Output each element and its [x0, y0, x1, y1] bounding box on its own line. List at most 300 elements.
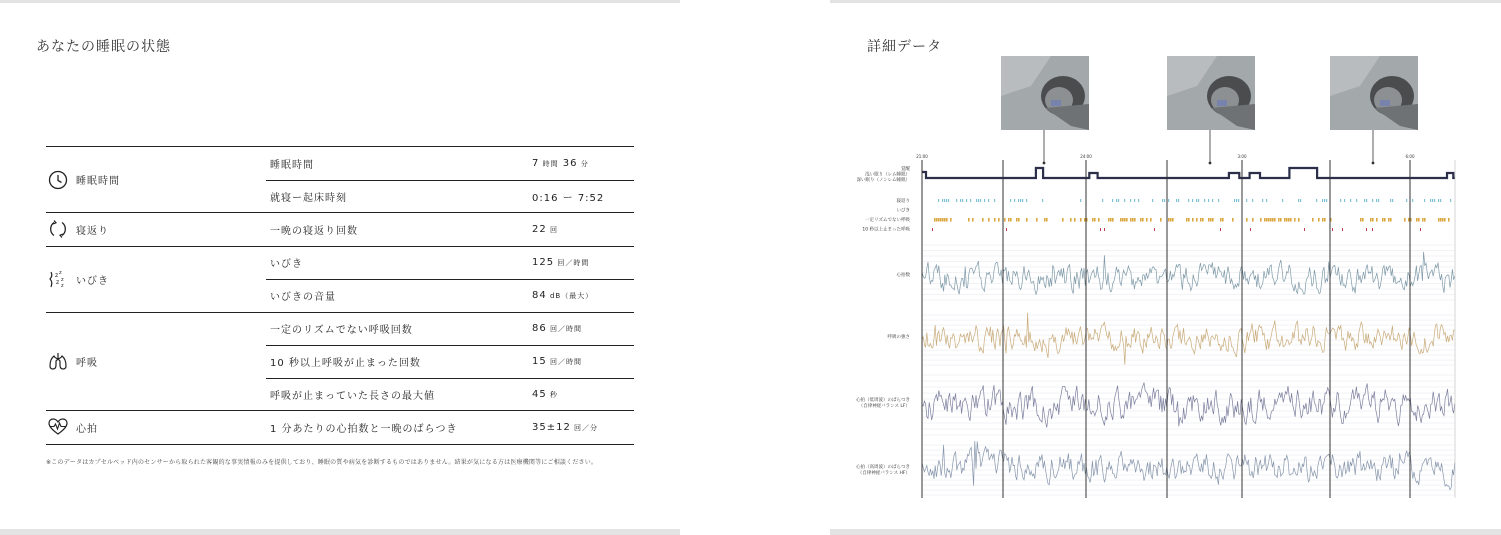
row-value: [532, 158, 589, 169]
irregular-breath-mark: [1298, 218, 1300, 222]
page-bottom-edge-left: [0, 529, 680, 535]
value-unit: 回／分: [570, 423, 599, 432]
irregular-breath-mark: [1288, 218, 1290, 222]
irregular-breath-mark: [1440, 218, 1442, 222]
apnea-mark: [1250, 228, 1251, 231]
hf-variability-label: （自律神経バランス HF）: [857, 471, 910, 476]
irregular-breath-mark: [1376, 218, 1378, 222]
page-bottom-edge-right: [830, 529, 1501, 535]
irregular-breath-mark: [1422, 218, 1424, 222]
turnover-mark: [1014, 199, 1015, 202]
irregular-breath-mark: [1108, 218, 1110, 222]
table-row: [266, 213, 634, 246]
turnover-mark: [1204, 199, 1205, 202]
turnover-mark: [1026, 199, 1027, 202]
irregular-breath-mark: [1384, 218, 1386, 222]
apnea-mark: [1366, 228, 1367, 231]
detail-chart-svg: [830, 130, 1501, 500]
apnea-mark: [1304, 228, 1305, 231]
turnover-mark: [1020, 199, 1021, 202]
irregular-breath-mark: [1202, 218, 1204, 222]
irregular-breath-mark: [1074, 218, 1076, 222]
turnover-mark: [984, 199, 985, 202]
turnover-mark: [994, 199, 995, 202]
lungs-icon: [48, 351, 68, 371]
row-value: [532, 189, 604, 204]
irregular-breath-mark: [1004, 218, 1006, 222]
stage-row-label: 浅い眠り（レム睡眠）: [865, 172, 910, 178]
turnover-mark: [956, 199, 957, 202]
irregular-breath-mark: [1362, 218, 1364, 222]
irregular-breath-mark: [1080, 218, 1082, 222]
turnover-mark: [1102, 199, 1103, 202]
turnover-mark: [1212, 199, 1213, 202]
table-row: [266, 279, 634, 312]
sleep-summary-table: [46, 146, 634, 445]
category-label: [46, 213, 258, 246]
category-label: [46, 247, 258, 312]
apnea-mark: [1100, 228, 1101, 231]
turnover-mark: [978, 199, 979, 202]
category-block: [46, 312, 634, 411]
event-row-label: 寝返り: [896, 199, 910, 204]
turnover-mark: [1356, 199, 1357, 202]
turnover-mark: [988, 199, 989, 202]
irregular-breath-mark: [1404, 218, 1406, 222]
irregular-breath-mark: [1264, 218, 1266, 222]
irregular-breath-mark: [972, 218, 974, 222]
turnover-mark: [1176, 199, 1177, 202]
irregular-breath-mark: [944, 218, 946, 222]
event-row-label: いびき: [896, 208, 910, 214]
lf-variability-label: 心拍（低周波）のばらつき: [856, 398, 910, 403]
irregular-breath-mark: [1390, 218, 1392, 222]
turnover-mark: [1192, 199, 1193, 202]
value-unit: dB（最大）: [546, 292, 594, 301]
irregular-breath-mark: [1286, 218, 1288, 222]
value-number: 36: [558, 157, 578, 169]
turnover-mark: [980, 199, 981, 202]
sleep-stage-line: [922, 168, 1455, 178]
turnover-mark: [976, 199, 977, 202]
irregular-breath-mark: [1372, 218, 1374, 222]
stage-row-label: 深い眠り（ノンレム睡眠）: [856, 178, 910, 183]
turnover-mark: [938, 199, 939, 202]
irregular-breath-mark: [1092, 218, 1094, 222]
category-name: いびき: [76, 275, 109, 287]
heart-rate-label: 心拍数: [896, 273, 910, 278]
irregular-breath-mark: [1442, 218, 1444, 222]
irregular-breath-mark: [982, 218, 984, 222]
time-axis-label: 6:00: [1405, 154, 1415, 159]
table-row: [266, 411, 634, 444]
table-row: [266, 313, 634, 346]
apnea-mark: [1154, 228, 1155, 231]
irregular-breath-mark: [1370, 218, 1372, 222]
turnover-mark: [1372, 199, 1373, 202]
irregular-breath-mark: [1272, 218, 1274, 222]
irregular-breath-mark: [1150, 218, 1152, 222]
turnover-mark: [1246, 199, 1247, 202]
value-unit: 回: [546, 225, 558, 234]
turnover-mark: [1440, 199, 1441, 202]
irregular-breath-mark: [934, 218, 936, 222]
table-row: [266, 180, 634, 213]
row-label: いびきの音量: [270, 292, 336, 304]
irregular-breath-mark: [936, 218, 938, 222]
apnea-mark: [1420, 228, 1421, 231]
clock-icon: [48, 170, 68, 190]
turnover-mark: [1080, 199, 1081, 202]
heart-pulse-icon: [48, 417, 68, 437]
irregular-breath-mark: [950, 218, 952, 222]
turnover-mark: [1316, 199, 1317, 202]
turnover-mark: [942, 199, 943, 202]
value-unit: 秒: [546, 390, 558, 399]
page-title: 詳細データ: [867, 39, 942, 55]
irregular-breath-mark: [1132, 218, 1134, 222]
row-value: [532, 356, 582, 367]
turnover-mark: [1196, 199, 1197, 202]
turnover-mark: [1350, 199, 1351, 202]
sleep-status-page: [0, 0, 680, 529]
irregular-breath-mark: [1044, 218, 1046, 222]
irregular-breath-mark: [1196, 218, 1198, 222]
turnover-mark: [966, 199, 967, 202]
irregular-breath-mark: [1260, 218, 1262, 222]
irregular-breath-mark: [1098, 218, 1100, 222]
photo-connector-dot: [1209, 162, 1212, 165]
turnover-mark: [1162, 199, 1163, 202]
row-label: 10 秒以上呼吸が止まった回数: [270, 358, 421, 370]
irregular-breath-mark: [988, 218, 990, 222]
sleep-camera-snapshot: [1330, 56, 1418, 130]
irregular-breath-mark: [1274, 218, 1276, 222]
irregular-breath-mark: [1382, 218, 1384, 222]
irregular-breath-mark: [942, 218, 944, 222]
category-name: 睡眠時間: [76, 176, 120, 187]
turnover-mark: [1390, 199, 1391, 202]
svg-text:z: z: [55, 272, 59, 279]
page-title: あなたの睡眠の状態: [36, 39, 171, 55]
value-number: 35±12: [532, 421, 571, 433]
snore-icon: [48, 269, 68, 289]
apnea-mark: [1006, 228, 1007, 231]
turnover-mark: [1300, 199, 1301, 202]
apnea-mark: [1220, 228, 1221, 231]
irregular-breath-mark: [1324, 218, 1326, 222]
apnea-mark: [1342, 228, 1343, 231]
turnover-mark: [1236, 199, 1237, 202]
irregular-breath-mark: [1046, 218, 1048, 222]
table-row: [266, 378, 634, 411]
value-number: 125: [532, 257, 555, 269]
category-block: [46, 410, 634, 445]
photo-connector-dot: [1043, 162, 1046, 165]
category-block: [46, 146, 634, 212]
photo-connector-dot: [1372, 162, 1375, 165]
value-number: 86: [532, 323, 547, 335]
irregular-breath-mark: [1232, 218, 1234, 222]
disclaimer-footnote: ※このデータはカプセルベッド内のセンサーから取られた客観的な事実情報のみを提供しており、睡眠の質や病気を診断するものではありません。結果が気になる方は医療機関等にご相談ください。: [46, 459, 598, 466]
value-number: 15: [532, 356, 547, 368]
turnover-mark: [1434, 199, 1435, 202]
category-name: 寝返り: [76, 225, 109, 237]
irregular-breath-mark: [1160, 218, 1162, 222]
irregular-breath-mark: [1146, 218, 1148, 222]
irregular-breath-mark: [1122, 218, 1124, 222]
irregular-breath-mark: [968, 218, 970, 222]
irregular-breath-mark: [1408, 218, 1410, 222]
turnover-mark: [1282, 199, 1283, 202]
apnea-mark: [1372, 228, 1373, 231]
apnea-mark: [932, 228, 933, 231]
row-value: [532, 224, 558, 235]
irregular-breath-mark: [1010, 218, 1012, 222]
row-label: いびき: [270, 259, 303, 271]
irregular-breath-mark: [1388, 218, 1390, 222]
irregular-breath-mark: [1278, 218, 1280, 222]
event-row-label: 10 秒以上止まった呼吸: [862, 227, 910, 233]
turnover-mark: [1424, 199, 1425, 202]
irregular-breath-mark: [1016, 218, 1018, 222]
turnover-mark: [1376, 199, 1377, 202]
turnover-mark: [1164, 199, 1165, 202]
turnover-mark: [1262, 199, 1263, 202]
sleep-camera-snapshot: [1167, 56, 1255, 130]
turnover-mark: [1378, 199, 1379, 202]
irregular-breath-mark: [1222, 218, 1224, 222]
turnover-mark: [1438, 199, 1439, 202]
irregular-breath-mark: [1360, 218, 1362, 222]
irregular-breath-mark: [1026, 218, 1028, 222]
row-value: [532, 290, 593, 301]
row-label: 呼吸が止まっていた長さの最大値: [270, 390, 435, 402]
irregular-breath-mark: [1294, 218, 1296, 222]
row-label: 睡眠時間: [270, 159, 314, 171]
irregular-breath-mark: [1062, 218, 1064, 222]
turnover-mark: [1116, 199, 1117, 202]
lf-variability-label: （自律神経バランス LF）: [858, 404, 910, 409]
category-label: [46, 411, 258, 444]
value-number: 0:16 ー 7:52: [532, 192, 605, 204]
value-number: 7: [532, 157, 540, 169]
table-row: [266, 247, 634, 280]
row-value: [532, 257, 589, 268]
stage-row-label: 覚醒: [901, 167, 910, 172]
irregular-breath-mark: [946, 218, 948, 222]
hf-variability-wave: [922, 441, 1455, 490]
irregular-breath-mark: [1444, 218, 1446, 222]
turnover-mark: [1112, 199, 1113, 202]
turnover-mark: [1430, 199, 1431, 202]
turnover-mark: [960, 199, 961, 202]
irregular-breath-mark: [1424, 218, 1426, 222]
irregular-breath-mark: [1448, 218, 1450, 222]
turnover-mark: [1432, 199, 1433, 202]
irregular-breath-mark: [1084, 218, 1086, 222]
svg-text:z: z: [59, 270, 62, 276]
row-label: 一定のリズムでない呼吸回数: [270, 325, 413, 337]
turnover-mark: [1406, 199, 1407, 202]
turnover-mark: [1366, 199, 1367, 202]
irregular-breath-mark: [1142, 218, 1144, 222]
time-axis-label: 3:00: [1237, 154, 1247, 159]
irregular-breath-mark: [1186, 218, 1188, 222]
turnover-mark: [1364, 199, 1365, 202]
category-block: [46, 246, 634, 312]
turnover-mark: [1010, 199, 1011, 202]
irregular-breath-mark: [994, 218, 996, 222]
irregular-breath-mark: [1110, 218, 1112, 222]
irregular-breath-mark: [1018, 218, 1020, 222]
turnover-mark: [1298, 199, 1299, 202]
row-label: 1 分あたりの心拍数と一晩のばらつき: [270, 423, 458, 435]
svg-text:z: z: [61, 277, 64, 283]
irregular-breath-mark: [1192, 218, 1194, 222]
turnover-mark: [1042, 199, 1043, 202]
turnover-mark: [1124, 199, 1125, 202]
irregular-breath-mark: [1036, 218, 1038, 222]
turnover-mark: [1130, 199, 1131, 202]
irregular-breath-mark: [1318, 218, 1320, 222]
turnover-mark: [1118, 199, 1119, 202]
irregular-breath-mark: [1210, 218, 1212, 222]
irregular-breath-mark: [1284, 218, 1286, 222]
turnover-mark: [1022, 199, 1023, 202]
irregular-breath-mark: [1112, 218, 1114, 222]
turnover-mark: [1152, 199, 1153, 202]
value-unit: 回／時間: [546, 358, 582, 367]
row-value: [532, 422, 598, 433]
irregular-breath-mark: [1008, 218, 1010, 222]
turnover-mark: [1134, 199, 1135, 202]
category-label: [46, 313, 258, 411]
irregular-breath-mark: [1208, 218, 1210, 222]
row-value: [532, 323, 582, 334]
time-axis-label: 24:00: [1080, 154, 1092, 159]
sleep-camera-snapshot: [1001, 56, 1089, 130]
irregular-breath-mark: [1312, 218, 1314, 222]
turnover-mark: [1178, 199, 1179, 202]
breath-strength-wave: [922, 313, 1455, 365]
turnover-mark: [1208, 199, 1209, 202]
category-name: 呼吸: [76, 357, 98, 369]
turnover-mark: [1238, 199, 1239, 202]
irregular-breath-mark: [1124, 218, 1126, 222]
time-axis-label: 21:00: [916, 154, 928, 159]
irregular-breath-mark: [1168, 218, 1170, 222]
value-number: 84: [532, 290, 547, 302]
category-block: [46, 212, 634, 246]
category-label: [46, 147, 258, 212]
value-number: 22: [532, 223, 547, 235]
row-value: [532, 389, 558, 400]
irregular-breath-mark: [1094, 218, 1096, 222]
turnover-mark: [1340, 199, 1341, 202]
turnover-mark: [1218, 199, 1219, 202]
irregular-breath-mark: [1416, 218, 1418, 222]
irregular-breath-mark: [1220, 218, 1222, 222]
table-row: [266, 147, 634, 180]
turnover-mark: [1252, 199, 1253, 202]
row-label: 一晩の寝返り回数: [270, 225, 358, 237]
hf-variability-label: 心拍（高周波）のばらつき: [856, 465, 910, 470]
value-unit: 時間: [539, 159, 559, 168]
irregular-breath-mark: [1246, 218, 1248, 222]
irregular-breath-mark: [938, 218, 940, 222]
breath-strength-label: 呼吸の強さ: [887, 335, 910, 340]
turnover-mark: [1412, 199, 1413, 202]
turnover-mark: [1392, 199, 1393, 202]
apnea-mark: [1104, 228, 1105, 231]
irregular-breath-mark: [1170, 218, 1172, 222]
irregular-breath-mark: [998, 218, 1000, 222]
table-row: [266, 345, 634, 378]
irregular-breath-mark: [1290, 218, 1292, 222]
irregular-breath-mark: [940, 218, 942, 222]
turnover-mark: [1138, 199, 1139, 202]
turnover-mark: [1168, 199, 1169, 202]
irregular-breath-mark: [1268, 218, 1270, 222]
irregular-breath-mark: [1070, 218, 1072, 222]
category-name: 心拍: [76, 423, 98, 435]
value-unit: 分: [577, 159, 589, 168]
irregular-breath-mark: [1130, 218, 1132, 222]
irregular-breath-mark: [1134, 218, 1136, 222]
value-unit: 回／時間: [546, 325, 582, 334]
irregular-breath-mark: [1270, 218, 1272, 222]
detail-sleep-chart: [830, 130, 1501, 500]
irregular-breath-mark: [1266, 218, 1268, 222]
turnover-mark: [1188, 199, 1189, 202]
turnover-mark: [948, 199, 949, 202]
value-unit: 回／時間: [554, 259, 590, 268]
apnea-mark: [1332, 228, 1333, 231]
turnover-mark: [1266, 199, 1267, 202]
heart-rate-wave: [922, 252, 1455, 295]
rotate-icon: [48, 219, 68, 239]
turnover-mark: [1234, 199, 1235, 202]
turnover-mark: [944, 199, 945, 202]
turnover-mark: [1018, 199, 1019, 202]
svg-text:z: z: [56, 279, 60, 286]
irregular-breath-mark: [1120, 218, 1122, 222]
irregular-breath-mark: [1322, 218, 1324, 222]
turnover-mark: [946, 199, 947, 202]
irregular-breath-mark: [1212, 218, 1214, 222]
turnover-mark: [970, 199, 971, 202]
svg-text:z: z: [61, 283, 64, 289]
turnover-mark: [1344, 199, 1345, 202]
irregular-breath-mark: [1438, 218, 1440, 222]
irregular-breath-mark: [1200, 218, 1202, 222]
irregular-breath-mark: [1140, 218, 1142, 222]
turnover-mark: [1450, 199, 1451, 202]
detail-data-page: [830, 0, 1501, 529]
event-row-label: 一定リズムでない呼吸: [865, 218, 910, 223]
turnover-mark: [1198, 199, 1199, 202]
irregular-breath-mark: [1280, 218, 1282, 222]
irregular-breath-mark: [1418, 218, 1420, 222]
irregular-breath-mark: [1188, 218, 1190, 222]
irregular-breath-mark: [1172, 218, 1174, 222]
irregular-breath-mark: [1126, 218, 1128, 222]
turnover-mark: [1324, 199, 1325, 202]
irregular-breath-mark: [1252, 218, 1254, 222]
turnover-mark: [1322, 199, 1323, 202]
value-number: 45: [532, 388, 547, 400]
